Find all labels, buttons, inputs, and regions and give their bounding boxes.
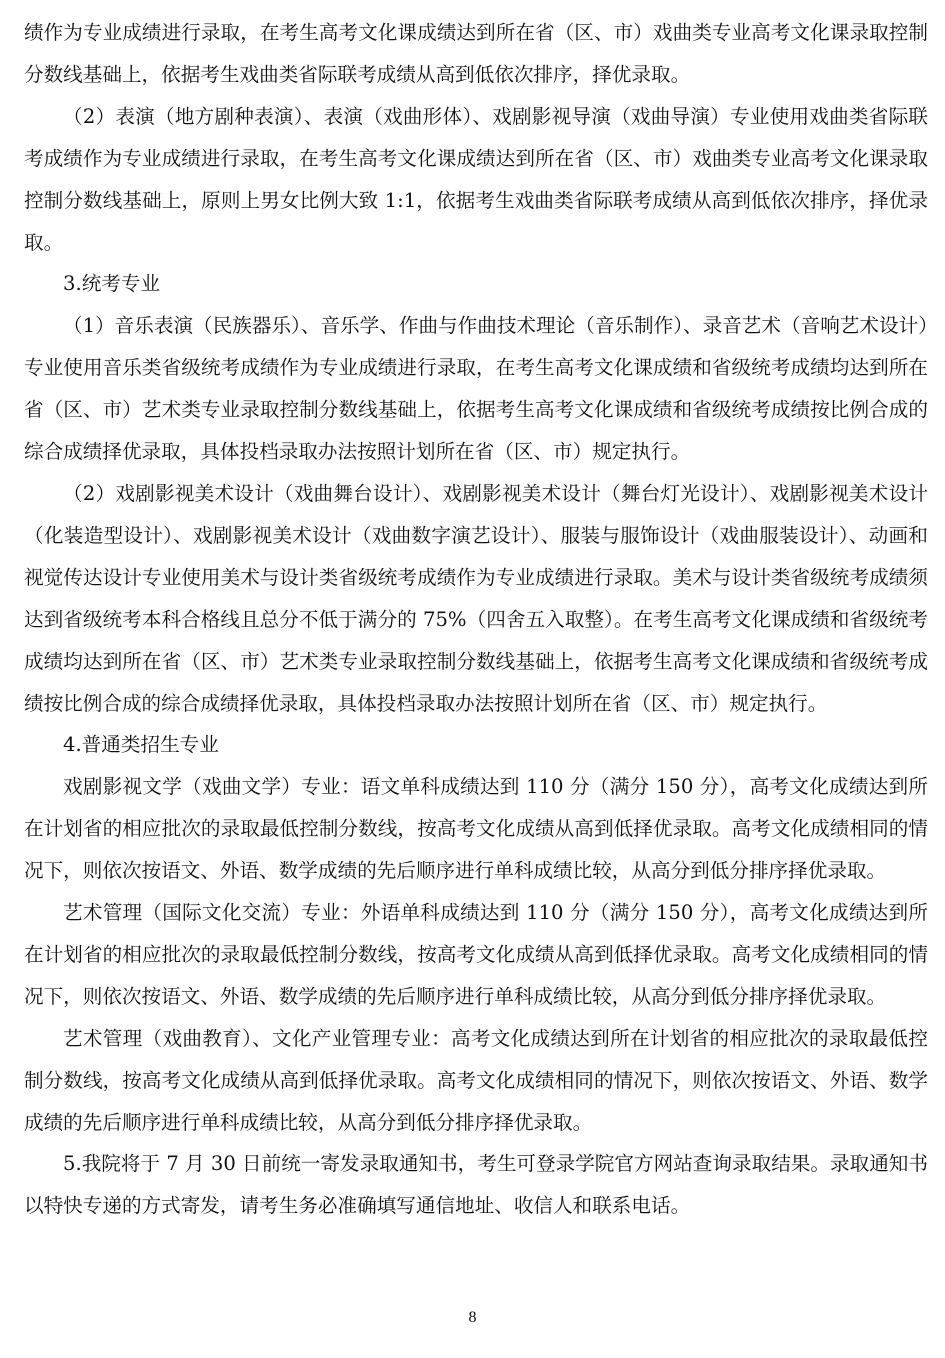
paragraph-continued: 绩作为专业成绩进行录取，在考生高考文化课成绩达到所在省（区、市）戏曲类专业高考文化课录取控制分数线基础上，依据考生戏曲类省际联考成绩从高到低依次排序，择优录取。 — [24, 21, 928, 86]
section-heading-general-majors: 4.普通类招生专业 — [63, 733, 219, 757]
paragraph-drama-literature: 戏剧影视文学（戏曲文学）专业：语文单科成绩达到 110 分（满分 150 分），高考文化成绩达到所在计划省的相应批次的录取最低控制分数线，按高考文化成绩从高到低择优录取。高考文化成绩相同的情况下，则依次按语文、外语、数学成绩的先后顺序进行单科成绩比较，从高分到低分排序择优录取。 — [24, 775, 928, 883]
paragraph-arts-management-education: 艺术管理（戏曲教育）、文化产业管理专业：高考文化成绩达到所在计划省的相应批次的录取最低控制分数线，按高考文化成绩从高到低择优录取。高考文化成绩相同的情况下，则依次按语文、外语、数学成绩的先后顺序进行单科成绩比较，从高分到低分排序择优录取。 — [24, 1026, 928, 1134]
paragraph-music-majors: （1）音乐表演（民族器乐）、音乐学、作曲与作曲技术理论（音乐制作）、录音艺术（音响艺术设计）专业使用音乐类省级统考成绩作为专业成绩进行录取，在考生高考文化课成绩和省级统考成绩均达到所在省（区、市）艺术类专业录取控制分数线基础上，依据考生高考文化课成绩和省级统考成绩按比例合成的综合成绩择优录取，具体投档录取办法按照计划所在省（区、市）规定执行。 — [24, 314, 928, 464]
paragraph-arts-management-international: 艺术管理（国际文化交流）专业：外语单科成绩达到 110 分（满分 150 分），高考文化成绩达到所在计划省的相应批次的录取最低控制分数线，按高考文化成绩从高到低择优录取。高考文化成绩相同的情况下，则依次按语文、外语、数学成绩的先后顺序进行单科成绩比较，从高分到低分排序择优录取。 — [24, 901, 928, 1008]
paragraph-performance-majors: （2）表演（地方剧种表演）、表演（戏曲形体）、戏剧影视导演（戏曲导演）专业使用戏曲类省际联考成绩作为专业成绩进行录取，在考生高考文化课成绩达到所在省（区、市）戏曲类专业高考文化课录取控制分数线基础上，原则上男女比例大致 1:1，依据考生戏曲类省际联考成绩从高到低依次排序，择优录取。 — [24, 104, 928, 254]
document-body — [24, 12, 928, 1227]
section-heading-unified-exam: 3.统考专业 — [63, 272, 161, 296]
page-number: 8 — [468, 1309, 477, 1326]
paragraph-art-design-majors: （2）戏剧影视美术设计（戏曲舞台设计）、戏剧影视美术设计（舞台灯光设计）、戏剧影视美术设计（化装造型设计）、戏剧影视美术设计（戏曲数字演艺设计）、服装与服饰设计（戏曲服装设计）、动画和视觉传达设计专业使用美术与设计类省级统考成绩作为专业成绩进行录取。美术与设计类省级统考成绩须达到省级统考本科合格线且总分不低于满分的 75%（四舍五入取整）。在考生高考文化课成绩和省级统考成绩均达到所在省（区、市）艺术类专业录取控制分数线基础上，依据考生高考文化课成绩和省级统考成绩按比例合成的综合成绩择优录取，具体投档录取办法按照计划所在省（区、市）规定执行。 — [24, 481, 928, 715]
paragraph-admission-notice: 5.我院将于 7 月 30 日前统一寄发录取通知书，考生可登录学院官方网站查询录取结果。录取通知书以特快专递的方式寄发，请考生务必准确填写通信地址、收信人和联系电话。 — [24, 1152, 928, 1218]
